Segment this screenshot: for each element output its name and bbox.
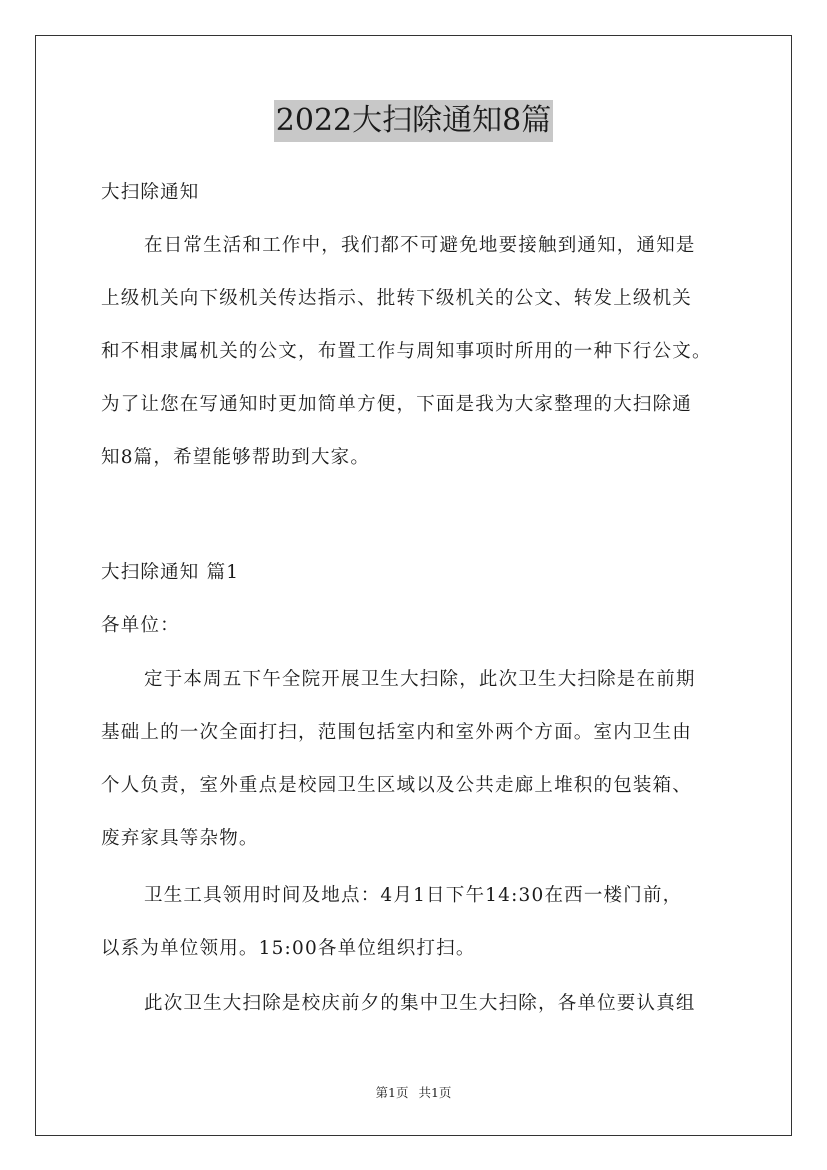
intro-line: 在日常生活和工作中，我们都不可避免地要接触到通知，通知是 xyxy=(144,235,696,256)
paragraph-2 xyxy=(101,869,741,975)
intro-paragraph xyxy=(101,219,741,484)
intro-line: 上级机关向下级机关传达指示、批转下级机关的公文、转发上级机关 xyxy=(101,288,693,309)
heading-text: 大扫除通知 xyxy=(101,182,200,203)
intro-line: 和不相隶属机关的公文，布置工作与周知事项时所用的一种下行公文。 xyxy=(101,341,712,362)
intro-line: 为了让您在写通知时更加简单方便，下面是我为大家整理的大扫除通 xyxy=(101,394,693,415)
para2-line: 卫生工具领用时间及地点：4月1日下午14:30在西一楼门前， xyxy=(144,885,683,906)
title-container xyxy=(0,100,827,142)
para3-line: 此次卫生大扫除是校庆前夕的集中卫生大扫除，各单位要认真组 xyxy=(144,993,696,1014)
section-heading-text: 大扫除通知 篇1 xyxy=(101,562,240,583)
para1-line: 废弃家具等杂物。 xyxy=(101,828,259,849)
para1-line: 个人负责，室外重点是校园卫生区域以及公共走廊上堆积的包装箱、 xyxy=(101,775,693,796)
salutation-text: 各单位： xyxy=(101,615,180,636)
page-footer xyxy=(0,1083,827,1101)
intro-line: 知8篇，希望能够帮助到大家。 xyxy=(101,447,371,468)
document-title: 2022大扫除通知8篇 xyxy=(274,100,553,142)
para2-line: 以系为单位领用。15:00各单位组织打扫。 xyxy=(101,938,476,959)
heading-notice xyxy=(101,166,741,219)
page-total: 共1页 xyxy=(418,1085,452,1100)
section-heading xyxy=(101,546,741,599)
para1-line: 定于本周五下午全院开展卫生大扫除，此次卫生大扫除是在前期 xyxy=(144,669,696,690)
salutation xyxy=(101,599,741,652)
page-number: 第1页 xyxy=(375,1085,409,1100)
para1-line: 基础上的一次全面打扫，范围包括室内和室外两个方面。室内卫生由 xyxy=(101,722,693,743)
paragraph-1 xyxy=(101,653,741,865)
paragraph-3 xyxy=(101,977,741,1030)
